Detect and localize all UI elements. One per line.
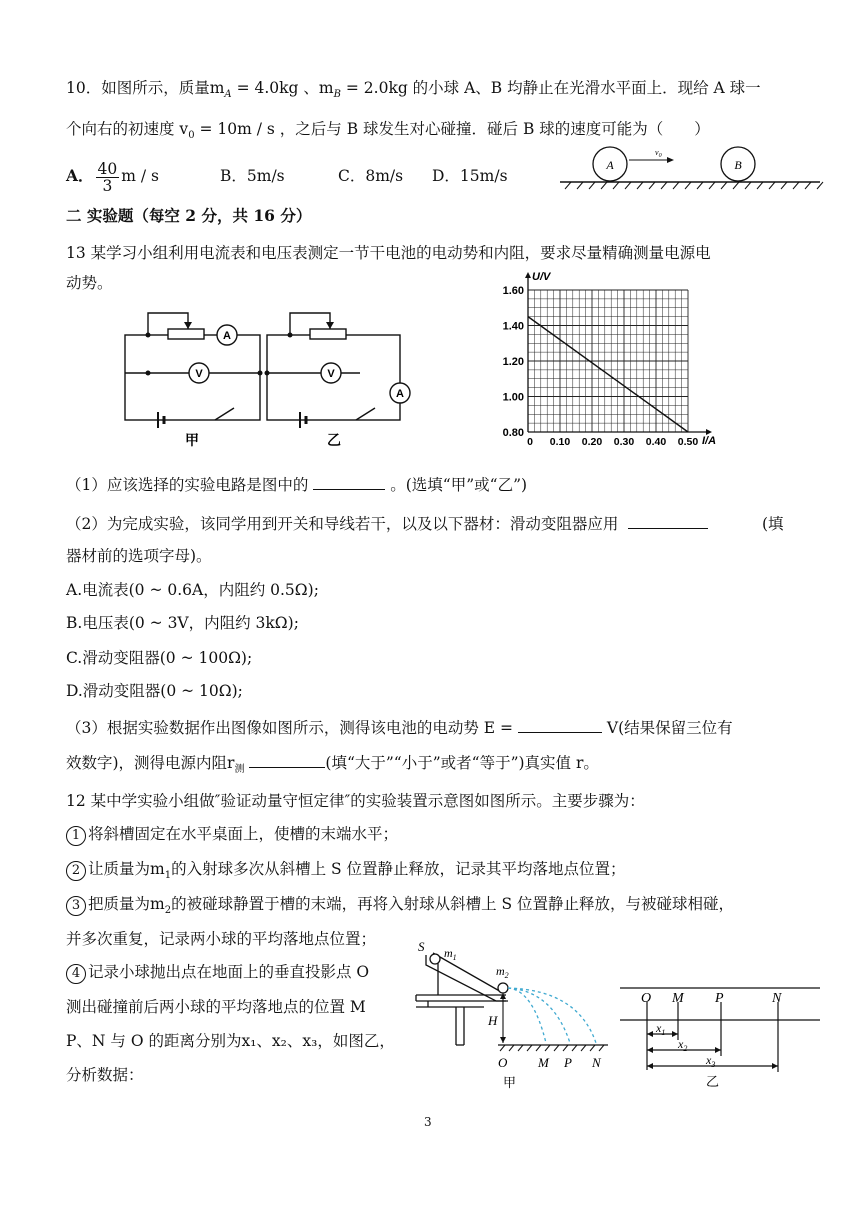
q12-step3-cont: 并多次重复，记录两小球的平均落地点位置； (66, 930, 377, 948)
q12-step4-line4: 分析数据： (66, 1066, 144, 1084)
q10-line2: 个向右的初速度 $v_0 = 10m / s$ ，之后与 B 球发生对心碰撞．碰后 B 球的速度可能为（ ） (66, 120, 710, 142)
q13-option-d: D.滑动变阻器(0 ~ 10Ω); (66, 682, 243, 700)
answer-blank-3[interactable] (518, 718, 602, 733)
x-tick-label: 0.50 (677, 436, 699, 448)
y-tick-label: 1.60 (502, 285, 524, 297)
voltmeter-label-jia: V (195, 368, 203, 380)
ball-a-label: A (606, 158, 614, 172)
yi-label-n: N (772, 991, 782, 1006)
ammeter-label-jia: A (223, 330, 231, 342)
option-a-fraction: $\frac{40}{3}$ (97, 159, 118, 195)
page-number: 3 (424, 1115, 432, 1129)
answer-blank-4[interactable] (249, 753, 325, 768)
q12-step3: 3 把质量为$m_2$的被碰球静置于槽的末端，再将入射球从斜槽上 S 位置静止释放，与被碰球相碰， (66, 894, 734, 921)
x-tick-label: 0 (527, 436, 533, 448)
y-tick-label: 1.20 (502, 356, 524, 368)
q13-option-b: B.电压表(0 ~ 3V，内阻约 3kΩ); (66, 614, 299, 632)
q10-collision-figure (555, 140, 825, 195)
yi-label-m: M (672, 991, 684, 1006)
figure-yi-caption: 乙 (706, 1074, 720, 1089)
x-tick-label: 0.40 (645, 436, 667, 448)
q12-step2: 2 让质量为$m_1$的入射球多次从斜槽上 S 位置静止释放，记录其平均落地点位置； (66, 859, 626, 886)
target-ball (498, 983, 508, 993)
yi-label-o: O (641, 991, 652, 1006)
q13-line2: 动势。 (66, 274, 113, 292)
y-tick-label: 1.00 (502, 391, 524, 404)
q13-part2-fill: (填 (762, 515, 784, 533)
chart-x-label: I/A (702, 435, 717, 447)
q13-line1: 13 某学习小组利用电流表和电压表测定一节干电池的电动势和内阻，要求尽量精确测量电源电 (66, 244, 711, 262)
label-n: N (592, 1055, 601, 1070)
chart-series (528, 317, 688, 432)
q13-option-c: C.滑动变阻器(0 ~ 100Ω); (66, 649, 253, 667)
q12-step4-line2: 测出碰撞前后两小球的平均落地点的位置 M (66, 998, 366, 1016)
q13-part2: （2）为完成实验，该同学用到开关和导线若干，以及以下器材：滑动变阻器应用 (66, 514, 708, 534)
label-h: H (488, 1013, 498, 1028)
q13-part3: （3）根据实验数据作出图像如图所示，测得该电池的电动势 E = V(结果保留三位有 (66, 719, 733, 737)
ball-b-label: B (734, 158, 742, 172)
q12-step4: 4 记录小球抛出点在地面上的垂直投影点 O (66, 962, 369, 984)
section-2-title: 二 实验题（每空 2 分，共 16 分） (66, 206, 312, 225)
q13-circuits-figure (120, 305, 420, 450)
yi-label-x3: $x_3$ (706, 1053, 716, 1069)
yi-label-x2: $x_2$ (678, 1037, 688, 1053)
incident-ball (430, 954, 440, 964)
circuit-yi-caption: 乙 (327, 432, 341, 448)
label-o: O (498, 1055, 508, 1070)
q12-line1: 12 某中学实验小组做″验证动量守恒定律″的实验装置示意图如图所示。主要步骤为： (66, 792, 645, 810)
q12-figure-jia (408, 935, 623, 1095)
q10-line1: 10．如图所示，质量$m_A = 4.0kg$ 、$m_B = 2.0kg$ 的小球 A、B 均静止在光滑水平面上．现给 A 球一 (66, 79, 761, 101)
u-i-chart (480, 268, 730, 453)
circuit-jia-caption: 甲 (185, 432, 199, 448)
y-axis-arrow (525, 272, 531, 278)
q13-part1: （1）应该选择的实验电路是图中的 。(选填“甲”或“乙”) (66, 476, 528, 494)
q13-option-a: A.电流表(0 ~ 0.6A，内阻约 0.5Ω); (66, 581, 319, 599)
label-m1: $m_1$ (444, 946, 457, 962)
q10-options: A． $\frac{40}{3}$ m / s (66, 159, 159, 195)
q12-step1: 1 将斜槽固定在水平桌面上，使槽的末端水平； (66, 824, 398, 846)
voltmeter-label-yi: V (327, 368, 335, 380)
q12-step4-line3: P、N 与 O 的距离分别为x₁、x₂、x₃，如图乙， (66, 1032, 395, 1050)
q12-figure-yi (620, 982, 825, 1092)
ammeter-label-yi: A (396, 388, 404, 400)
q13-part2-cont: 器材前的选项字母)。 (66, 547, 212, 565)
label-m2: $m_2$ (496, 964, 509, 980)
answer-blank-2[interactable] (628, 514, 708, 529)
label-p: P (564, 1055, 572, 1070)
q13-part3-cont: 效数字)，测得电源内阻$r_测$ (填“大于”“小于”或者“等于”)真实值 r。 (66, 754, 599, 776)
figure-jia-caption: 甲 (503, 1075, 517, 1090)
series-line (528, 317, 688, 432)
answer-blank-1[interactable] (313, 475, 385, 490)
chart-axes (525, 272, 712, 435)
label-s: S (418, 939, 425, 954)
q10-option-b: B．5m/s (220, 167, 285, 185)
x-tick-label: 0.20 (581, 436, 603, 448)
q10-option-c: C．8m/s (338, 167, 404, 185)
q10-option-d: D．15m/s (432, 167, 508, 185)
chart-y-label: U/V (532, 271, 551, 283)
y-tick-label: 0.80 (502, 427, 524, 439)
y-tick-label: 1.40 (502, 320, 524, 333)
yi-label-p: P (715, 991, 724, 1006)
yi-label-x1: $x_1$ (656, 1021, 666, 1037)
velocity-label: $v_0$ (655, 148, 662, 159)
x-tick-label: 0.10 (549, 436, 571, 448)
chart-grid (528, 290, 688, 432)
x-tick-label: 0.30 (613, 436, 635, 448)
label-m: M (538, 1055, 549, 1070)
